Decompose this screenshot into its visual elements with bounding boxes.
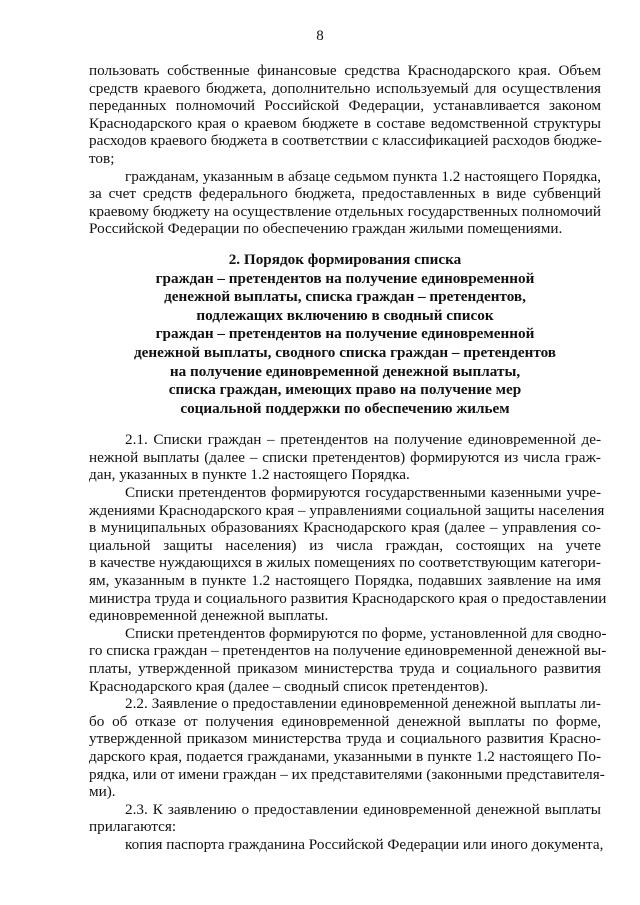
heading-line: подлежащих включению в сводный список — [196, 306, 494, 324]
heading-line: граждан – претендентов на получение единовременной — [155, 269, 535, 287]
text-line: Списки претендентов формируются государственными казенными учре- — [125, 484, 601, 502]
text-line: 2.3. К заявлению о предоставлении единовременной денежной выплаты — [125, 800, 601, 818]
text-line: единовременной денежной выплаты. — [89, 607, 329, 625]
text-line: прилагаются: — [89, 818, 177, 836]
text-line: Краснодарского края (далее – сводный список претендентов). — [89, 677, 489, 695]
heading-line: на получение единовременной денежной выплаты, — [169, 362, 521, 380]
text-line: утвержденной приказом министерства труда и социального развития Красно- — [89, 730, 601, 748]
text-line: ям, указанным в пункте 1.2 настоящего Порядка, подавших заявление на имя — [89, 572, 601, 590]
paragraph-lists-form — [89, 624, 607, 695]
text-line: за счет средств федерального бюджета, предоставленных в виде субвенций — [89, 185, 601, 203]
heading-line: социальной поддержки по обеспечению жильем — [180, 399, 510, 417]
text-line: тов; — [89, 149, 115, 167]
text-line: бо об отказе от получения единовременной денежной выплаты по форме, — [89, 712, 601, 730]
text-line: министра труда и социального развития Краснодарского края о предоставлении — [89, 589, 607, 607]
text-line: дарского края, подается гражданами, указанными в пункте 1.2 настоящего По- — [89, 747, 601, 765]
text-line: рядка, или от имени граждан – их представителями (законными представителя- — [89, 765, 605, 783]
text-line: ми). — [89, 783, 116, 801]
text-line: Российской Федерации по обеспечению граждан жилыми помещениями. — [89, 220, 563, 238]
text-line: гражданам, указанным в абзаце седьмом пункта 1.2 настоящего Порядка, — [125, 167, 601, 185]
heading-line: денежной выплаты, сводного списка граждан – претендентов — [134, 343, 556, 361]
text-line: Краснодарского края о краевом бюджете в составе ведомственной структуры — [89, 114, 601, 132]
text-line: расходов краевого бюджета в соответствии с классификацией расходов бюдже- — [89, 132, 602, 150]
text-line: циальной защиты населения) из числа граждан, состоящих на учете — [89, 536, 601, 554]
text-line: пользовать собственные финансовые средства Краснодарского края. Объем — [89, 62, 601, 79]
paragraph-passport — [89, 835, 604, 854]
heading-line: списка граждан, имеющих право на получение мер — [168, 381, 522, 399]
text-line: дан, указанных в пункте 1.2 настоящего Порядка. — [89, 466, 410, 484]
text-line: в качестве нуждающихся в жилых помещениях по соответствующим категори- — [89, 554, 601, 572]
paragraph-lists-formation — [89, 484, 607, 625]
text-line: краевому бюджету на осуществление отдельных государственных полномочий — [89, 202, 601, 220]
document-body — [89, 62, 607, 854]
spacer — [89, 418, 601, 431]
text-line: ждениями Краснодарского края – управлениями социальной защиты населения — [89, 501, 605, 519]
text-line: 2.2. Заявление о предоставлении единовременной денежной выплаты ли- — [125, 695, 601, 713]
heading-line: граждан – претендентов на получение единовременной — [155, 325, 535, 343]
text-line: нежной выплаты (далее – списки претендентов) формируются из числа граж- — [89, 448, 601, 466]
text-line: переданных полномочий Российской Федерации, устанавливается законом — [89, 97, 601, 115]
paragraph-2-2 — [89, 695, 605, 801]
paragraph-1 — [89, 62, 601, 168]
text-line: копия паспорта гражданина Российской Федерации или иного документа, — [125, 835, 604, 853]
text-line: средств краевого бюджета, дополнительно используемый для осуществления — [89, 79, 601, 97]
paragraph-2 — [89, 168, 601, 238]
text-line: в муниципальных образованиях Краснодарского края (далее – управления со- — [89, 519, 601, 537]
text-line: платы, утвержденной приказом министерства труда и социального развития — [89, 660, 601, 677]
spacer — [89, 238, 601, 251]
heading-line: 2. Порядок формирования списка — [228, 250, 462, 268]
paragraph-2-1 — [89, 431, 601, 484]
page-number: 8 — [316, 28, 324, 44]
text-line: Списки претендентов формируются по форме, установленной для сводно- — [125, 624, 607, 642]
heading-line: денежной выплаты, списка граждан – претендентов, — [164, 288, 526, 306]
section-heading — [89, 251, 601, 418]
text-line: го списка граждан – претендентов на получение единовременной денежной вы- — [89, 642, 607, 660]
paragraph-2-3 — [89, 801, 601, 836]
text-line: 2.1. Списки граждан – претендентов на получение единовременной де- — [125, 431, 601, 449]
